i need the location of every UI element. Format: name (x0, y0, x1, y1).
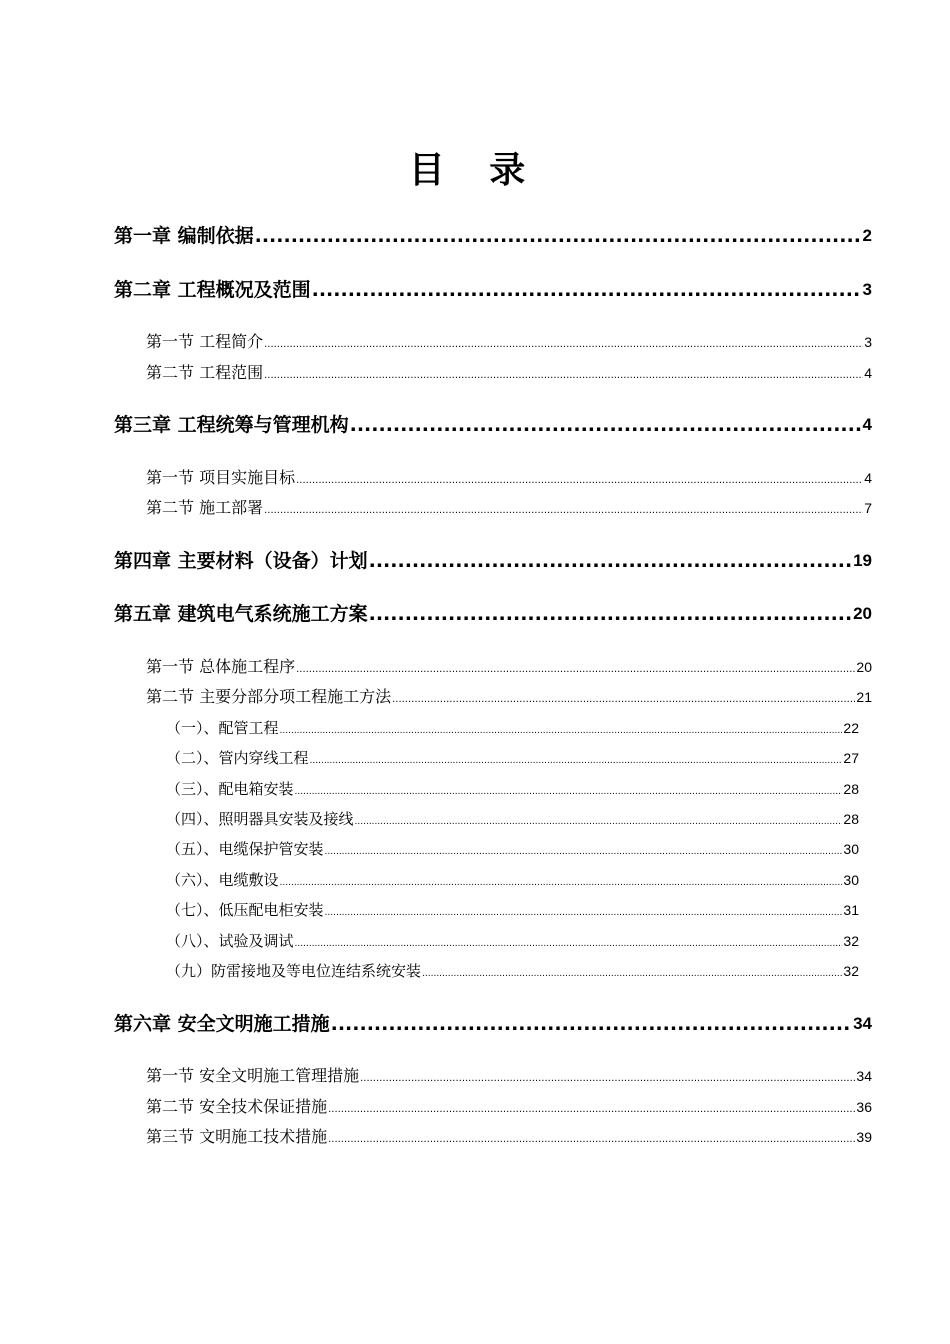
toc-page-number: 36 (856, 1099, 872, 1115)
toc-chapter-6[interactable] (114, 1010, 872, 1038)
toc-page-number: 28 (843, 811, 859, 827)
toc-label: （三）、配电箱安装 (166, 780, 294, 798)
toc-label: （五）、电缆保护管安装 (166, 840, 324, 858)
toc-label: 第二节 工程范围 (146, 363, 264, 382)
toc-label: 第六章 安全文明施工措施 (114, 1013, 330, 1035)
toc-section[interactable] (146, 1125, 872, 1149)
toc-label: 第五章 建筑电气系统施工方案 (114, 603, 368, 625)
toc-section[interactable] (146, 466, 872, 490)
toc-subsection[interactable] (166, 837, 859, 861)
toc-label: 第二节 主要分部分项工程施工方法 (146, 687, 392, 706)
toc-page-number: 39 (856, 1129, 872, 1145)
toc-label: 第二节 施工部署 (146, 498, 264, 517)
toc-leader-dots (264, 367, 863, 385)
toc-page-number: 30 (843, 841, 859, 857)
toc-chapter-3[interactable] (114, 411, 872, 439)
toc-leader-dots (360, 1070, 855, 1088)
toc-label: （七）、低压配电柜安装 (166, 901, 324, 919)
toc-chapter-2[interactable] (114, 276, 872, 304)
toc-subsection[interactable] (166, 746, 859, 770)
toc-page-number: 4 (862, 415, 872, 434)
toc-section[interactable] (146, 496, 872, 520)
toc-chapter-1[interactable] (114, 222, 872, 250)
toc-label: （一）、配管工程 (166, 719, 279, 737)
toc-section[interactable] (146, 330, 872, 354)
toc-leader-dots (295, 936, 843, 953)
toc-label: 第一节 安全文明施工管理措施 (146, 1066, 360, 1085)
toc-section[interactable] (146, 361, 872, 385)
toc-label: 第一节 项目实施目标 (146, 468, 296, 487)
toc-page-number: 22 (843, 720, 859, 736)
toc-leader-dots (296, 661, 855, 679)
toc-label: 第一节 总体施工程序 (146, 657, 296, 676)
toc-page-number: 34 (856, 1068, 872, 1084)
toc-page-number: 3 (864, 334, 872, 350)
toc-leader-dots (369, 547, 852, 575)
toc-section[interactable] (146, 685, 872, 709)
toc-leader-dots (331, 1010, 852, 1038)
page-title: 目 录 (408, 149, 542, 191)
toc-leader-dots (369, 600, 852, 628)
toc-page-number: 32 (843, 933, 859, 949)
toc-page-number: 32 (843, 963, 859, 979)
toc-section[interactable] (146, 1095, 872, 1119)
toc-subsection[interactable] (166, 929, 859, 953)
toc-label: （二）、管内穿线工程 (166, 749, 309, 767)
toc-label: 第一章 编制依据 (114, 225, 254, 247)
toc-leader-dots (350, 411, 862, 439)
toc-label: 第一节 工程简介 (146, 332, 264, 351)
toc-subsection[interactable] (166, 777, 859, 801)
toc-page-number: 4 (864, 470, 872, 486)
toc-page-number: 3 (862, 280, 872, 299)
toc-leader-dots (280, 723, 843, 740)
toc-page-number: 21 (856, 689, 872, 705)
toc-label: （八）、试验及调试 (166, 932, 294, 950)
toc-label: 第二节 安全技术保证措施 (146, 1097, 328, 1116)
toc-page-number: 31 (843, 902, 859, 918)
toc-subsection[interactable] (166, 868, 859, 892)
toc-page-number: 20 (853, 604, 872, 623)
toc-label: 第三节 文明施工技术措施 (146, 1127, 328, 1146)
toc-leader-dots (310, 753, 843, 770)
toc-leader-dots (328, 1131, 855, 1149)
toc-subsection[interactable] (166, 807, 859, 831)
toc-page-number: 20 (856, 659, 872, 675)
toc-leader-dots (392, 691, 855, 709)
toc-leader-dots (264, 336, 863, 354)
toc-leader-dots (255, 222, 862, 250)
toc-subsection[interactable] (166, 716, 859, 740)
toc-subsection[interactable] (166, 898, 859, 922)
toc-label: 第四章 主要材料（设备）计划 (114, 550, 368, 572)
toc-section[interactable] (146, 1064, 872, 1088)
toc-leader-dots (295, 784, 843, 801)
toc-page-number: 2 (862, 226, 872, 245)
toc-page-number: 34 (853, 1014, 872, 1033)
toc-leader-dots (328, 1101, 855, 1119)
toc-chapter-4[interactable] (114, 547, 872, 575)
toc-chapter-5[interactable] (114, 600, 872, 628)
toc-leader-dots (264, 502, 863, 520)
toc-leader-dots (280, 875, 843, 892)
toc-leader-dots (422, 966, 842, 983)
toc-page-number: 19 (853, 551, 872, 570)
toc-label: （九）防雷接地及等电位连结系统安装 (166, 962, 422, 980)
toc-section[interactable] (146, 655, 872, 679)
toc-label: （四）、照明器具安装及接线 (166, 810, 354, 828)
toc-leader-dots (296, 472, 863, 490)
toc-leader-dots (355, 814, 843, 831)
toc-leader-dots (325, 844, 843, 861)
toc-page-number: 30 (843, 872, 859, 888)
toc-page-number: 27 (843, 750, 859, 766)
toc-subsection[interactable] (166, 959, 859, 983)
toc-label: （六）、电缆敷设 (166, 871, 279, 889)
toc-page-number: 4 (864, 365, 872, 381)
toc-page-number: 28 (843, 781, 859, 797)
toc-leader-dots (325, 905, 843, 922)
toc-page-number: 7 (864, 500, 872, 516)
toc-label: 第二章 工程概况及范围 (114, 279, 311, 301)
toc-label: 第三章 工程统筹与管理机构 (114, 414, 349, 436)
toc-leader-dots (312, 276, 862, 304)
